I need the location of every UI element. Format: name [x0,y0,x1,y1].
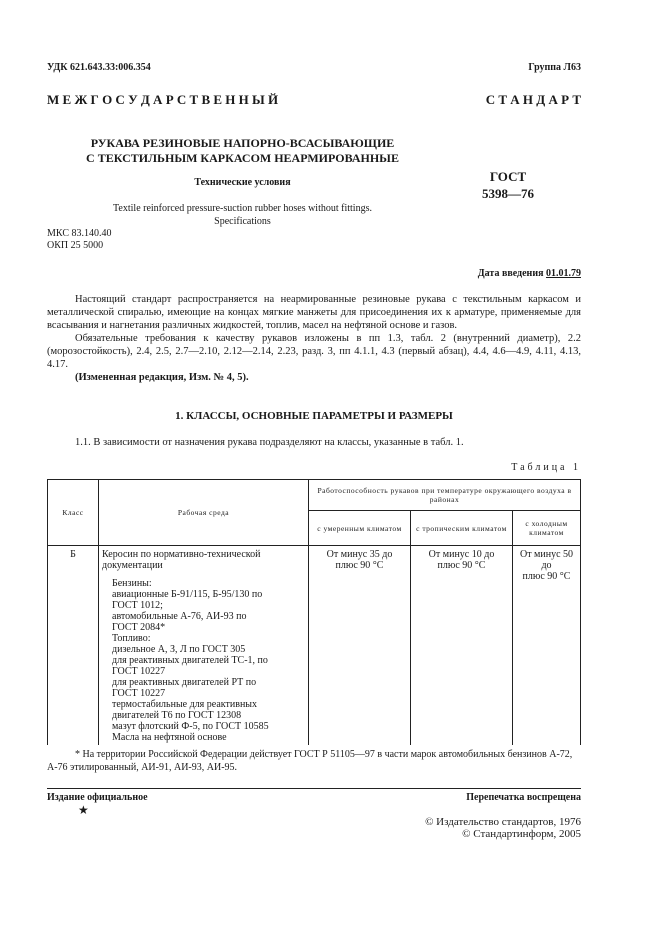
title-line-1: РУКАВА РЕЗИНОВЫЕ НАПОРНО-ВСАСЫВАЮЩИЕ [90,136,395,150]
table-row [48,546,581,746]
section-1-heading: 1. КЛАССЫ, ОСНОВНЫЕ ПАРАМЕТРЫ И РАЗМЕРЫ [175,410,453,422]
star-icon: ★ [78,803,89,817]
clause-1-1: 1.1. В зависимости от назначения рукава подразделяют на классы, указанные в табл. 1. [75,437,464,448]
env-line: мазут флотский Ф-5, по ГОСТ 10585 [112,721,269,732]
cell-class: Б [48,546,99,746]
cell-environment [99,546,309,746]
introduction-date-label: Дата введения [477,268,544,279]
table-1-caption: Таблица 1 [511,462,581,473]
table-1 [47,479,581,745]
range-line: От минус 35 до [326,549,393,560]
env-line: документации [102,560,163,571]
intro-paragraph-1: Настоящий стандарт распространяется на неармированные резиновые рукава с текстильным каркасом и металлической спиралью, имеющие на концах мягкие манжеты для присоединения их к арматуре, применяемые для всасывания и нагнетания различных жидкостей, топлив, масел на нефтяной основе и газов. [47,294,581,331]
range-line: От минус 10 до [428,549,495,560]
okp-code: ОКП 25 5000 [47,240,104,251]
env-line: ГОСТ 1012; [112,600,163,611]
cell-cold-range [513,546,581,746]
footer-rule [47,788,581,789]
intro-paragraph-2: Обязательные требования к качеству рукавов изложены в пп 1.3, табл. 2 (внутренний диаметр), 2.2 (морозостойкость), 2.4, 2.5, 2.7—2.10, 2.12—2.14, 2.23, разд. 3, пп 4.1.1, 4.3 (первый абзац), 4.4, 4.6—4.9, 4.11, 4.13, 4.17. [47,333,581,370]
header-cold-climate: с холодным климатом [513,511,581,546]
range-line: плюс 90 °С [335,560,384,571]
title-line-2: С ТЕКСТИЛЬНЫМ КАРКАСОМ НЕАРМИРОВАННЫЕ [86,151,399,165]
env-line: ГОСТ 2084* [112,622,166,633]
env-line: термостабильные для реактивных [112,699,258,710]
env-line: Бензины: [112,578,152,589]
range-line: плюс 90 °С [522,571,571,582]
official-edition-label: Издание официальное [47,792,148,803]
introduction-date [478,268,581,279]
gost-label: ГОСТ [489,169,527,184]
footnote: * На территории Российской Федерации действует ГОСТ Р 51105—97 в части марок автомобильных бензинов А-72, А-76 этилированный, АИ-91, АИ-93, АИ-95. [47,749,573,773]
env-line: Топливо: [112,633,151,644]
cell-moderate-range [309,546,411,746]
header-tropical-climate: с тропическим климатом [411,511,513,546]
header-class: Класс [48,480,99,546]
env-line: Керосин по нормативно-технической [102,549,261,560]
cell-tropical-range [411,546,513,746]
gost-code: 5398—76 [482,186,534,201]
range-line: От минус 50 до [519,549,574,571]
group-code: Группа Л63 [528,62,581,73]
udk-code: УДК 621.643.33:006.354 [47,62,151,73]
header-environment: Рабочая среда [99,480,309,546]
env-line: для реактивных двигателей ТС-1, по [112,655,268,666]
env-line: двигателей Т6 по ГОСТ 12308 [112,710,242,721]
english-title-line-2: Specifications [214,216,271,227]
classification-codes [47,228,111,252]
banner-word-interstate: М Е Ж Г О С У Д А Р С Т В Е Н Н Ы Й [47,92,279,107]
copyright-line-1: © Издательство стандартов, 1976 [425,816,581,828]
mks-code: МКС 83.140.40 [47,228,112,239]
document-subtitle: Технические условия [194,177,291,188]
english-title-line-1: Textile reinforced pressure-suction rubber hoses without fittings. [113,203,372,214]
env-line: дизельное А, З, Л по ГОСТ 305 [112,644,246,655]
header-moderate-climate: с умеренным климатом [309,511,411,546]
env-line: авиационные Б-91/115, Б-95/130 по [112,589,263,600]
standard-banner [47,92,581,108]
banner-word-standard: С Т А Н Д А Р Т [485,92,581,107]
header-performance: Работоспособность рукавов при температуре окружающего воздуха в районах [309,480,581,511]
env-line: для реактивных двигателей РТ по [112,677,257,688]
english-title [70,202,415,228]
env-line: автомобильные А-76, АИ-93 по [112,611,247,622]
env-line: Масла на нефтяной основе [112,732,227,743]
env-line: ГОСТ 10227 [112,666,166,677]
env-line: ГОСТ 10227 [112,688,166,699]
copyright-line-2: © Стандартинформ, 2005 [462,828,581,840]
copyright-block [425,816,581,840]
reprint-prohibited-label: Перепечатка воспрещена [466,792,581,803]
amendment-note: (Измененная редакция, Изм. № 4, 5). [75,372,249,383]
document-title [70,136,415,166]
introduction-date-value: 01.01.79 [546,268,581,279]
range-line: плюс 90 °С [437,560,486,571]
gost-number [463,168,553,202]
intro-text [47,293,581,384]
